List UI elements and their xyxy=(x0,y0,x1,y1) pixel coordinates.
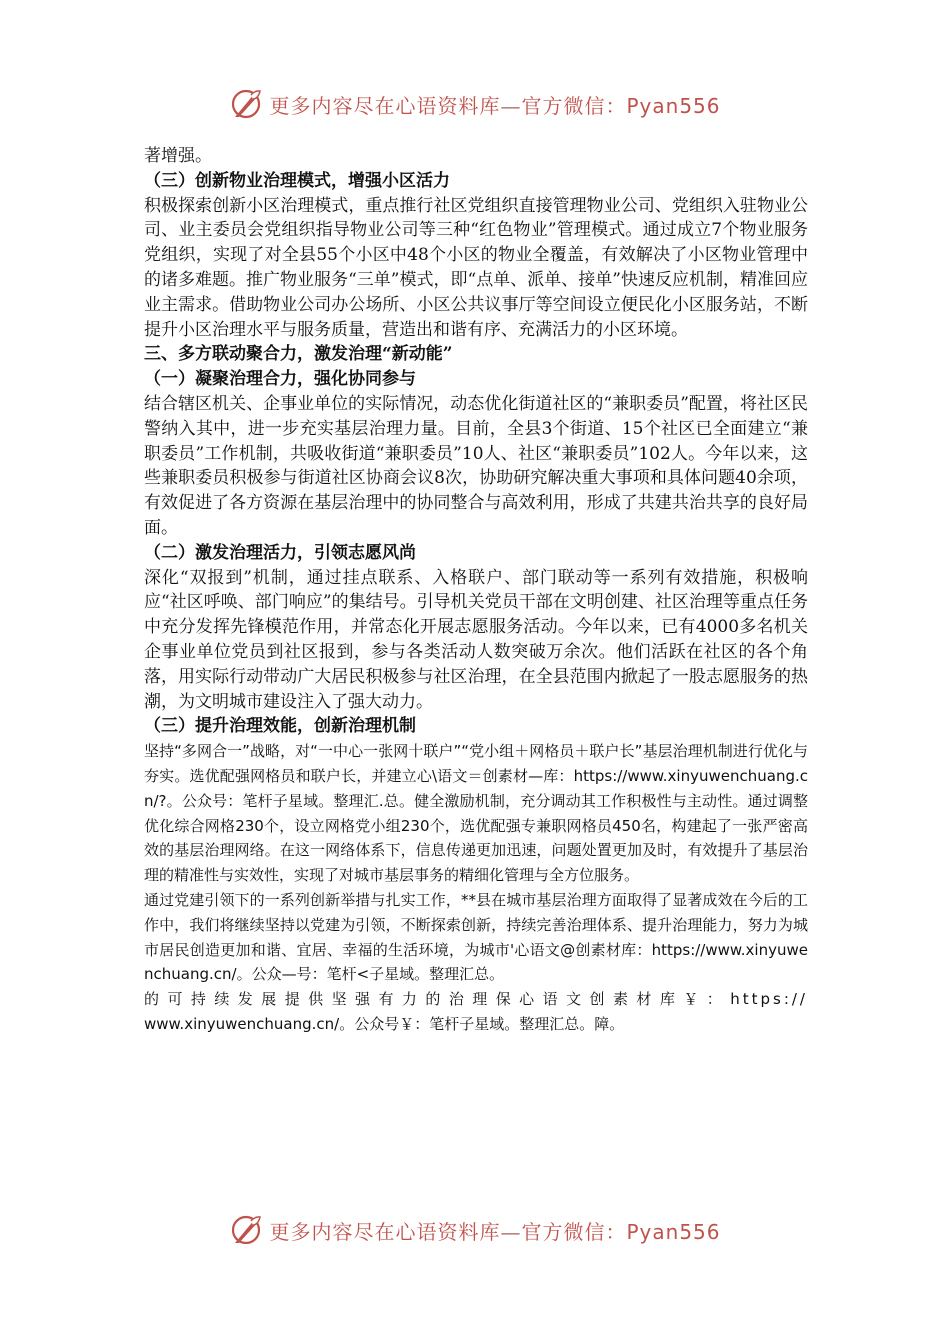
document-body xyxy=(144,144,808,1037)
footer-watermark-banner xyxy=(0,1208,950,1252)
section-heading: （二）激发治理活力，引领志愿风尚 xyxy=(144,542,416,563)
paragraph: 坚持“多网合一”战略，对“一中心一张网十联户”“党小组＋网格员＋联户长”基层治理机制进行优化与夯实。选优配强网格员和联户长，并建立心\语文＝创素材—库：https://www.xinyuwenchuang.cn/?。公众号：笔杆子星域。整理汇.总。健全激励机制，充分调动其工作积极性与主动性。通过调整优化综合网格230个，设立网格党小组230个，选优配强专兼职网格员450名，构建起了一张严密高效的基层治理网络。在这一网络体系下，信息传递更加迅速，问题处置更加及时，有效提升了基层治理的精准性与实效性，实现了对城市基层事务的精细化管理与全方位服务。 xyxy=(144,742,808,885)
paragraph: 积极探索创新小区治理模式，重点推行社区党组织直接管理物业公司、党组织入驻物业公司、业主委员会党组织指导物业公司等三种“红色物业”管理模式。通过成立7个物业服务党组织，实现了对全县55个小区中48个小区的物业全覆盖，有效解决了小区物业管理中的诸多难题。推广物业服务“三单”模式，即“点单、派单、接单”快速反应机制，精准回应业主需求。借助物业公司办公场所、小区公共议事厅等空间设立便民化小区服务站，不断提升小区治理水平与服务质量，营造出和谐有序、充满活力的小区环境。 xyxy=(144,195,808,340)
header-watermark-banner xyxy=(0,82,950,126)
paragraph: 通过党建引领下的一系列创新举措与扎实工作，**县在城市基层治理方面取得了显著成效在今后的工作中，我们将继续坚持以党建为引领，不断探索创新，持续完善治理体系、提升治理能力，努力为城市居民创造更加和谐、宜居、幸福的生活环境，为城市'心语文@创素材库：https://www.xinyuwenchuang.cn/。公众—号：笔杆<子星域。整理汇总。 xyxy=(144,890,808,984)
paragraph: 深化“双报到”机制，通过挂点联系、入格联户、部门联动等一系列有效措施，积极响应“社区呼唤、部门响应”的集结号。引导机关党员干部在文明创建、社区治理等重点任务中充分发挥先锋模范作用，并常态化开展志愿服务活动。今年以来，已有4000多名机关企事业单位党员到社区报到，参与各类活动人数突破万余次。他们活跃在社区的各个角落，用实际行动带动广大居民积极参与社区治理，在全县范围内掀起了一股志愿服务的热潮，为文明城市建设注入了强大动力。 xyxy=(144,567,808,712)
paragraph-continuation: 著增强。 xyxy=(144,146,212,166)
paragraph-last-line: www.xinyuwenchuang.cn/。公众号￥：笔杆子星域。整理汇总。障。 xyxy=(144,1014,625,1033)
banner-text: 更多内容尽在心语资料库—官方微信：Pyan556 xyxy=(269,93,721,118)
section-heading: （一）凝聚治理合力，强化协同参与 xyxy=(144,369,416,390)
quill-pen-logo-icon xyxy=(229,87,263,121)
paragraph-spaced-line: 的可持续发展提供坚强有力的治理保心语文创素材库￥：https:// xyxy=(144,990,808,1009)
chapter-heading: 三、多方联动聚合力，激发治理“新动能” xyxy=(144,344,453,365)
quill-pen-logo-icon xyxy=(229,1213,263,1247)
paragraph: 结合辖区机关、企事业单位的实际情况，动态优化街道社区的“兼职委员”配置，将社区民警纳入其中，进一步充实基层治理力量。目前，全县3个街道、15个社区已全面建立“兼职委员”工作机制，共吸收街道“兼职委员”10人、社区“兼职委员”102人。今年以来，这些兼职委员积极参与街道社区协商会议8次，协助研究解决重大事项和具体问题40余项，有效促进了各方资源在基层治理中的协同整合与高效利用，形成了共建共治共享的良好局面。 xyxy=(144,393,808,538)
section-heading: （三）创新物业治理模式，增强小区活力 xyxy=(144,170,450,191)
banner-text: 更多内容尽在心语资料库—官方微信：Pyan556 xyxy=(269,1219,721,1244)
section-heading: （三）提升治理效能，创新治理机制 xyxy=(144,716,416,737)
